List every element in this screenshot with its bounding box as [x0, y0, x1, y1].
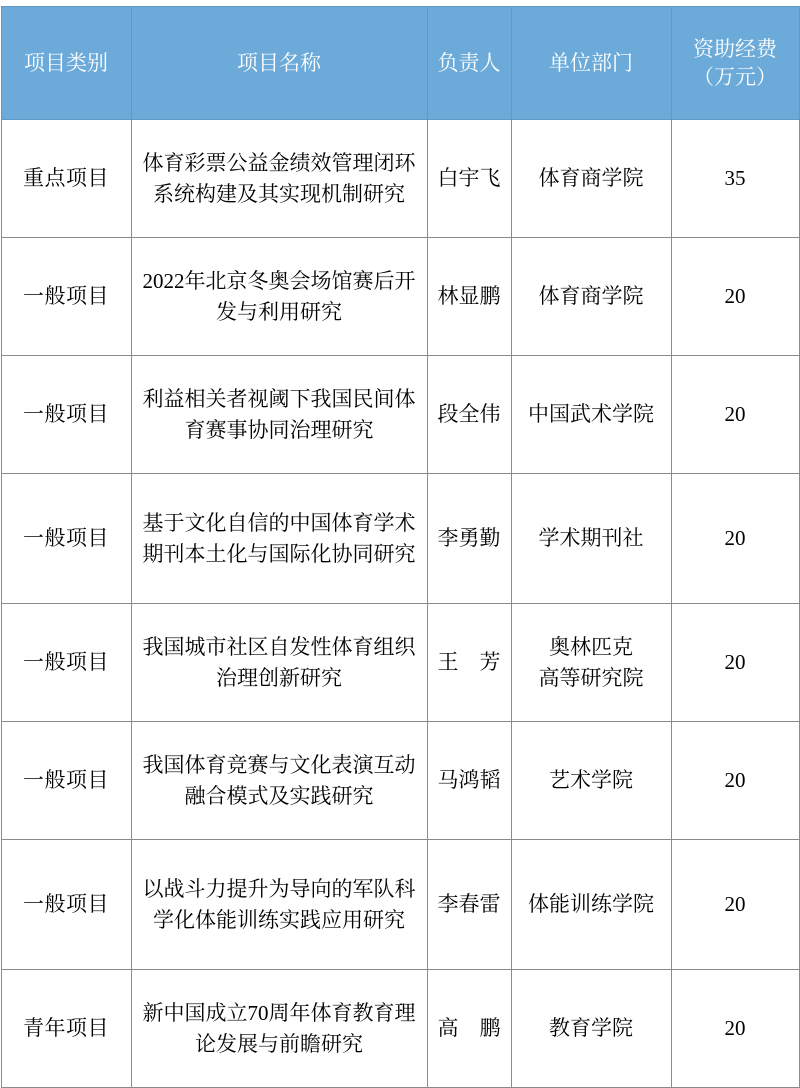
column-header-funding [671, 7, 799, 120]
cell-category: 一般项目 [1, 474, 131, 604]
table-row [1, 474, 799, 604]
cell-category: 一般项目 [1, 356, 131, 474]
cell-department: 体能训练学院 [511, 840, 671, 970]
cell-leader: 白宇飞 [427, 120, 511, 238]
table-header-row [1, 7, 799, 120]
cell-title: 新中国成立70周年体育教育理论发展与前瞻研究 [131, 970, 427, 1088]
table-row [1, 356, 799, 474]
cell-leader: 李勇勤 [427, 474, 511, 604]
cell-title: 2022年北京冬奥会场馆赛后开发与利用研究 [131, 238, 427, 356]
table-row [1, 970, 799, 1088]
table-row [1, 604, 799, 722]
cell-category: 青年项目 [1, 970, 131, 1088]
cell-funding: 20 [671, 840, 799, 970]
cell-department-line1: 奥林匹克 [549, 635, 633, 660]
column-header-department: 单位部门 [511, 7, 671, 120]
column-header-category: 项目类别 [1, 7, 131, 120]
table-header [1, 7, 799, 120]
cell-funding: 20 [671, 474, 799, 604]
cell-title: 我国体育竞赛与文化表演互动融合模式及实践研究 [131, 722, 427, 840]
cell-department: 艺术学院 [511, 722, 671, 840]
cell-funding: 20 [671, 970, 799, 1088]
cell-title: 体育彩票公益金绩效管理闭环系统构建及其实现机制研究 [131, 120, 427, 238]
cell-department: 中国武术学院 [511, 356, 671, 474]
cell-leader: 林显鹏 [427, 238, 511, 356]
table-row [1, 120, 799, 238]
cell-leader: 段全伟 [427, 356, 511, 474]
cell-leader: 高 鹏 [427, 970, 511, 1088]
cell-leader: 王 芳 [427, 604, 511, 722]
cell-funding: 20 [671, 722, 799, 840]
cell-department [511, 604, 671, 722]
column-header-title: 项目名称 [131, 7, 427, 120]
cell-department-line2: 高等研究院 [538, 665, 644, 690]
cell-department: 体育商学院 [511, 238, 671, 356]
cell-title: 我国城市社区自发性体育组织治理创新研究 [131, 604, 427, 722]
column-header-funding-line2: （万元） [693, 65, 777, 89]
cell-category: 一般项目 [1, 722, 131, 840]
cell-leader: 李春雷 [427, 840, 511, 970]
cell-funding: 35 [671, 120, 799, 238]
cell-title: 基于文化自信的中国体育学术期刊本土化与国际化协同研究 [131, 474, 427, 604]
cell-category: 重点项目 [1, 120, 131, 238]
cell-category: 一般项目 [1, 238, 131, 356]
cell-leader: 马鸿韬 [427, 722, 511, 840]
table-row [1, 238, 799, 356]
cell-department: 学术期刊社 [511, 474, 671, 604]
grant-projects-table [1, 6, 800, 1088]
cell-funding: 20 [671, 238, 799, 356]
cell-title: 利益相关者视阈下我国民间体育赛事协同治理研究 [131, 356, 427, 474]
column-header-funding-line1: 资助经费 [693, 36, 777, 61]
cell-department: 体育商学院 [511, 120, 671, 238]
cell-category: 一般项目 [1, 604, 131, 722]
cell-category: 一般项目 [1, 840, 131, 970]
cell-funding: 20 [671, 604, 799, 722]
cell-funding: 20 [671, 356, 799, 474]
column-header-leader: 负责人 [427, 7, 511, 120]
cell-title: 以战斗力提升为导向的军队科学化体能训练实践应用研究 [131, 840, 427, 970]
table-row [1, 722, 799, 840]
table-row [1, 840, 799, 970]
table-body [1, 120, 799, 1088]
cell-department: 教育学院 [511, 970, 671, 1088]
